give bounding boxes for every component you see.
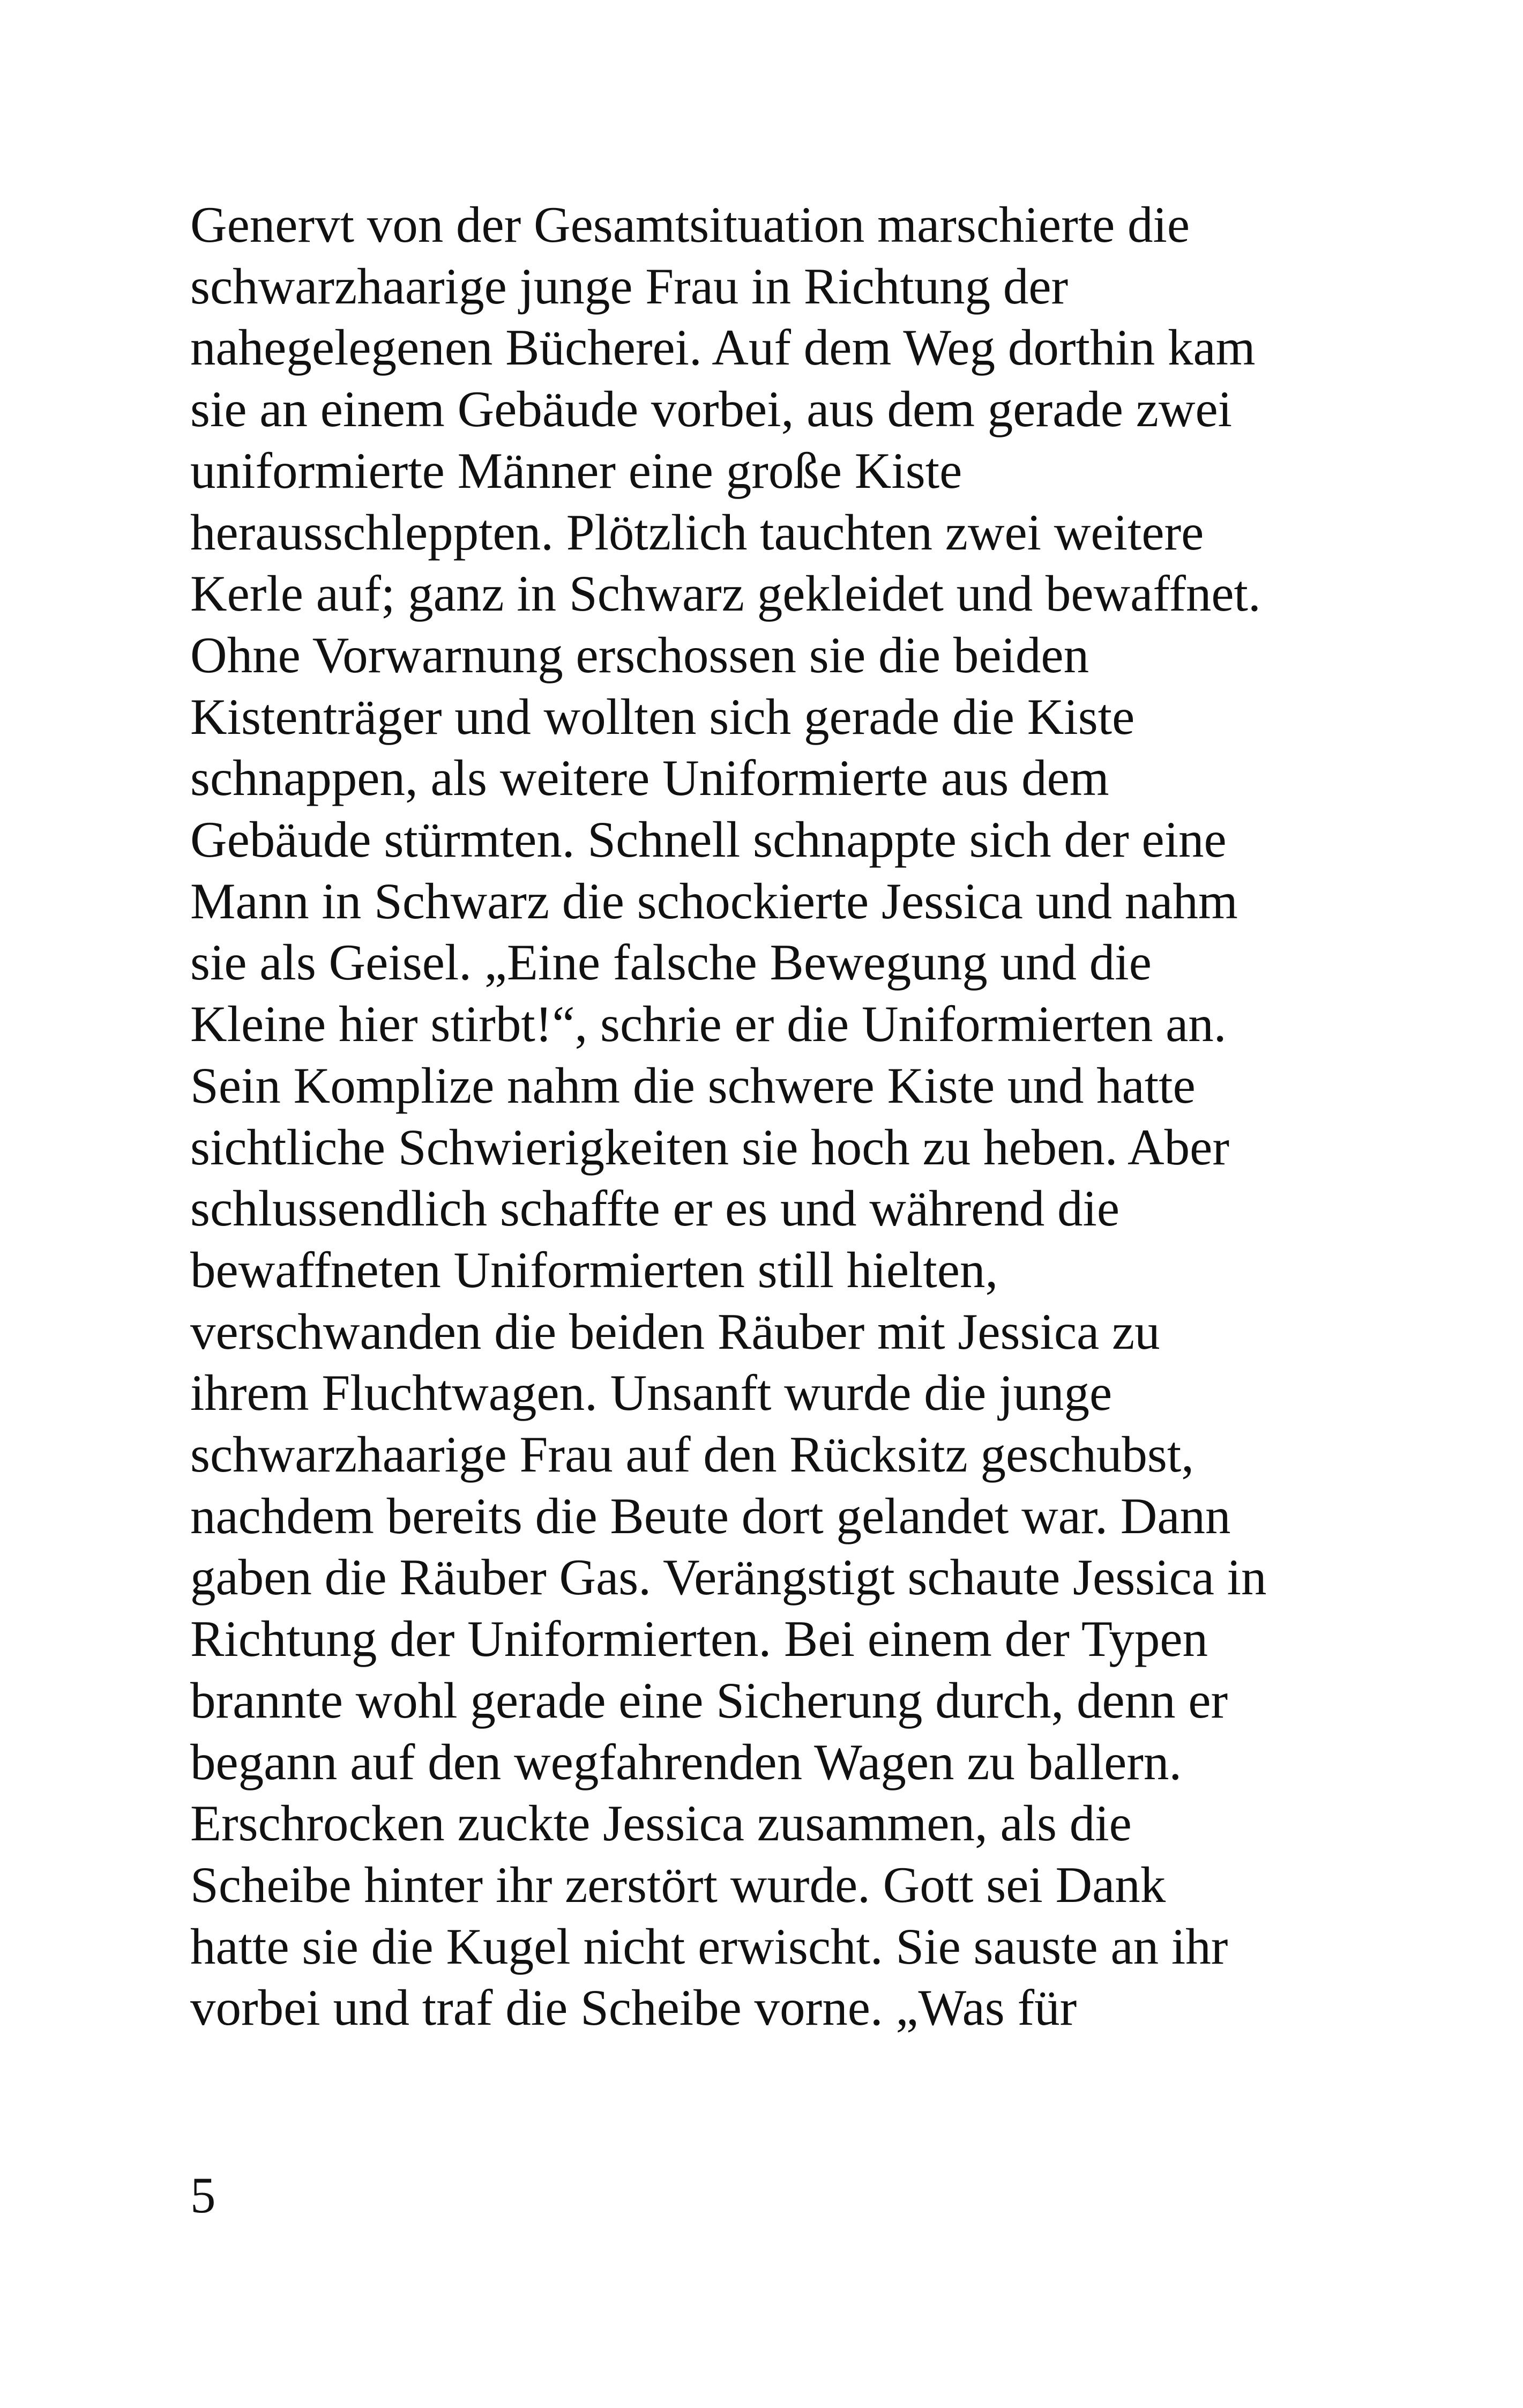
text-line: nachdem bereits die Beute dort gelandet war. Dann bbox=[190, 1487, 1231, 1544]
text-line: bewaffneten Uniformierten still hielten, bbox=[190, 1241, 998, 1298]
body-text bbox=[190, 194, 1391, 2039]
text-line: sie an einem Gebäude vorbei, aus dem gerade zwei bbox=[190, 381, 1233, 438]
text-line: Kistenträger und wollten sich gerade die Kiste bbox=[190, 688, 1135, 745]
text-line: brannte wohl gerade eine Sicherung durch, denn er bbox=[190, 1671, 1228, 1729]
text-line: schnappen, als weitere Uniformierte aus dem bbox=[190, 749, 1109, 807]
text-line: begann auf den wegfahrenden Wagen zu ballern. bbox=[190, 1733, 1182, 1790]
text-line: Genervt von der Gesamtsituation marschierte die bbox=[190, 196, 1190, 253]
text-line: hatte sie die Kugel nicht erwischt. Sie sauste an ihr bbox=[190, 1918, 1228, 1975]
text-line: vorbei und traf die Scheibe vorne. „Was für bbox=[190, 1979, 1077, 2037]
text-line: Kleine hier stirbt!“, schrie er die Uniformierten an. bbox=[190, 995, 1227, 1053]
text-line: Erschrocken zuckte Jessica zusammen, als die bbox=[190, 1795, 1132, 1852]
text-line: sie als Geisel. „Eine falsche Bewegung und die bbox=[190, 934, 1152, 991]
text-line: nahegelegenen Bücherei. Auf dem Weg dorthin kam bbox=[190, 319, 1256, 376]
text-line: uniformierte Männer eine große Kiste bbox=[190, 442, 962, 499]
text-line: gaben die Räuber Gas. Verängstigt schaute Jessica in bbox=[190, 1549, 1267, 1606]
text-line: Mann in Schwarz die schockierte Jessica und nahm bbox=[190, 872, 1238, 930]
text-line: Kerle auf; ganz in Schwarz gekleidet und bewaffnet. bbox=[190, 565, 1261, 622]
text-line: schwarzhaarige Frau auf den Rücksitz geschubst, bbox=[190, 1426, 1194, 1483]
text-line: Scheibe hinter ihr zerstört wurde. Gott sei Dank bbox=[190, 1856, 1166, 1913]
text-line: Gebäude stürmten. Schnell schnappte sich der eine bbox=[190, 811, 1227, 868]
text-line: herausschleppten. Plötzlich tauchten zwei weitere bbox=[190, 503, 1204, 561]
text-line: schlussendlich schaffte er es und während die bbox=[190, 1180, 1120, 1237]
text-line: Richtung der Uniformierten. Bei einem der Typen bbox=[190, 1610, 1208, 1668]
text-line: ihrem Fluchtwagen. Unsanft wurde die junge bbox=[190, 1364, 1113, 1422]
text-line: verschwanden die beiden Räuber mit Jessica zu bbox=[190, 1303, 1160, 1360]
text-line: Ohne Vorwarnung erschossen sie die beiden bbox=[190, 626, 1089, 683]
text-line: sichtliche Schwierigkeiten sie hoch zu heben. Aber bbox=[190, 1118, 1229, 1176]
text-line: schwarzhaarige junge Frau in Richtung der bbox=[190, 257, 1069, 315]
page-number: 5 bbox=[190, 2167, 216, 2224]
text-line: Sein Komplize nahm die schwere Kiste und hatte bbox=[190, 1057, 1196, 1114]
